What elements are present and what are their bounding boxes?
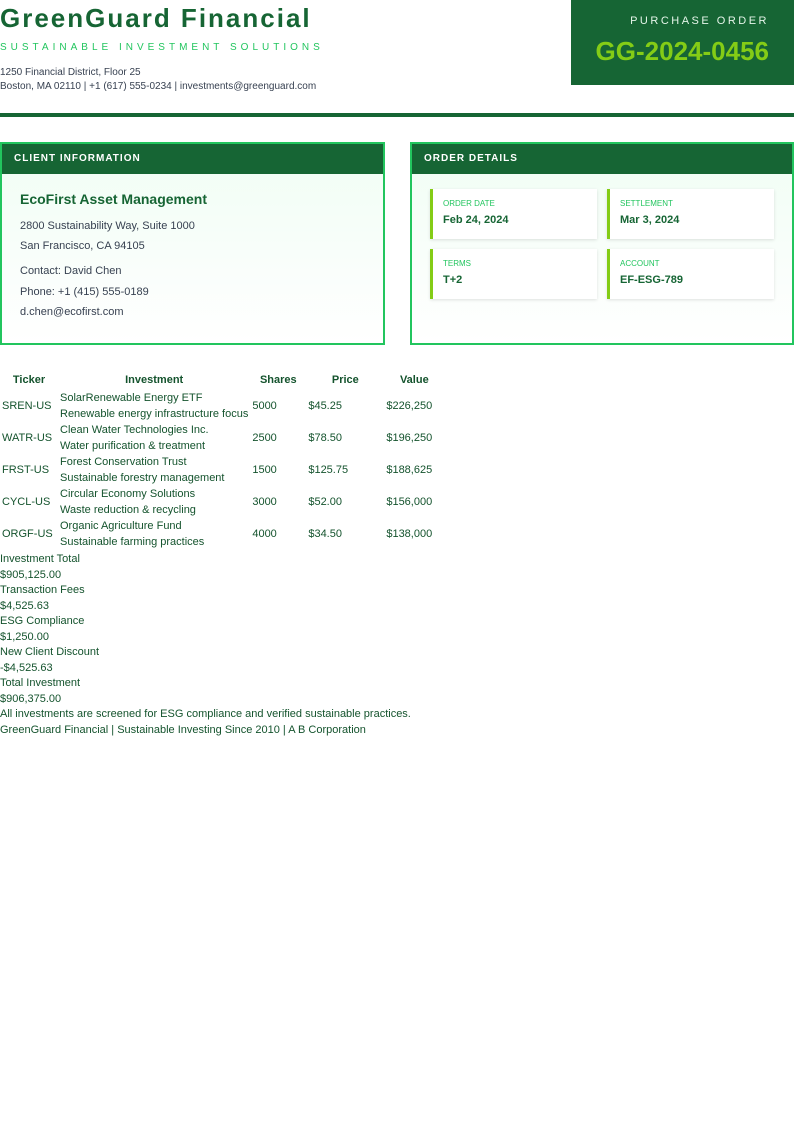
summary-value: $4,525.63 [0,599,49,612]
footer-note: All investments are screened for ESG compliance and verified sustainable practices. [0,708,411,720]
investment-desc: Sustainable forestry management [60,472,225,484]
po-badge [571,0,794,85]
summary-label: ESG Compliance [0,615,85,627]
shares: 4000 [252,528,277,540]
price: $52.00 [308,496,342,508]
investment-name: Circular Economy Solutions [60,488,196,500]
client-street: 2800 Sustainability Way, Suite 1000 [20,220,195,232]
col-price: Price [331,374,359,386]
investment [58,518,250,550]
value: $226,250 [386,400,433,412]
card-title: CLIENT INFORMATION [2,144,383,174]
shares: 3000 [252,496,277,508]
address-line: 1250 Financial District, Floor 25 [0,67,141,78]
field-label: ACCOUNT [620,259,660,268]
account-field [607,249,774,299]
investment [58,422,250,454]
value: $196,250 [386,432,433,444]
settlement-field [607,189,774,239]
investment-desc: Water purification & treatment [60,440,206,452]
price: $78.50 [308,432,342,444]
investment [58,390,250,422]
col-value: Value [399,374,429,386]
field-value: Feb 24, 2024 [443,214,509,226]
ticker: FRST-US [2,464,50,476]
table-row [0,454,444,486]
investment-name: Forest Conservation Trust [60,456,187,468]
price: $45.25 [308,400,342,412]
investment-desc: Renewable energy infrastructure focus [60,408,249,420]
investments-table [0,370,444,550]
summary-label: New Client Discount [0,646,100,658]
po-number: GG-2024-0456 [595,36,769,66]
field-label: SETTLEMENT [620,199,673,208]
client-contact: Contact: David Chen [20,265,122,277]
summary-label: Transaction Fees [0,584,85,596]
order-details-card [410,142,794,345]
client-phone: Phone: +1 (415) 555-0189 [20,286,149,298]
client-name: EcoFirst Asset Management [20,191,207,207]
client-city: San Francisco, CA 94105 [20,240,145,252]
shares: 1500 [252,464,277,476]
ticker: SREN-US [2,400,52,412]
value: $138,000 [386,528,433,540]
terms-field [430,249,597,299]
field-label: TERMS [443,259,471,268]
investment [58,454,250,486]
address-line: Boston, MA 02110 | +1 (617) 555-0234 | investments@greenguard.com [0,81,317,92]
client-email: d.chen@ecofirst.com [20,306,124,318]
ticker: WATR-US [2,432,53,444]
header-divider [0,113,794,117]
company-address [0,66,316,94]
col-investment: Investment [125,374,184,386]
investment-name: Clean Water Technologies Inc. [60,424,209,436]
summary-label: Total Investment [0,677,81,689]
investment [58,486,250,518]
summary-label: Investment Total [0,553,80,565]
ticker: CYCL-US [2,496,51,508]
value: $188,625 [386,464,433,476]
investment-name: SolarRenewable Energy ETF [60,392,203,404]
ticker: ORGF-US [2,528,53,540]
order-date-field [430,189,597,239]
card-title: ORDER DETAILS [412,144,792,174]
value: $156,000 [386,496,433,508]
table-row [0,422,444,454]
price: $34.50 [308,528,342,540]
summary-value: $906,375.00 [0,692,62,705]
col-shares: Shares [259,374,297,386]
summary-value: $1,250.00 [0,630,49,643]
summary-value: -$4,525.63 [0,661,53,674]
company-tagline: SUSTAINABLE INVESTMENT SOLUTIONS [0,42,324,53]
price: $125.75 [308,464,349,476]
shares: 2500 [252,432,277,444]
po-label: PURCHASE ORDER [630,15,769,27]
company-name: GreenGuard Financial [0,3,312,33]
field-label: ORDER DATE [443,199,495,208]
col-ticker: Ticker [12,374,46,386]
shares: 5000 [252,400,277,412]
table-row [0,390,444,422]
summary-value: $905,125.00 [0,568,62,581]
field-value: T+2 [443,274,463,286]
summary [0,552,794,738]
field-value: Mar 3, 2024 [620,214,680,226]
investment-name: Organic Agriculture Fund [60,520,182,532]
investment-desc: Sustainable farming practices [60,536,205,548]
client-info-card [0,142,385,345]
table-row [0,518,444,550]
field-value: EF-ESG-789 [620,274,683,286]
investment-desc: Waste reduction & recycling [60,504,196,516]
table-row [0,486,444,518]
footer-line: GreenGuard Financial | Sustainable Investing Since 2010 | A B Corporation [0,723,366,736]
order-lines-section [0,370,794,738]
